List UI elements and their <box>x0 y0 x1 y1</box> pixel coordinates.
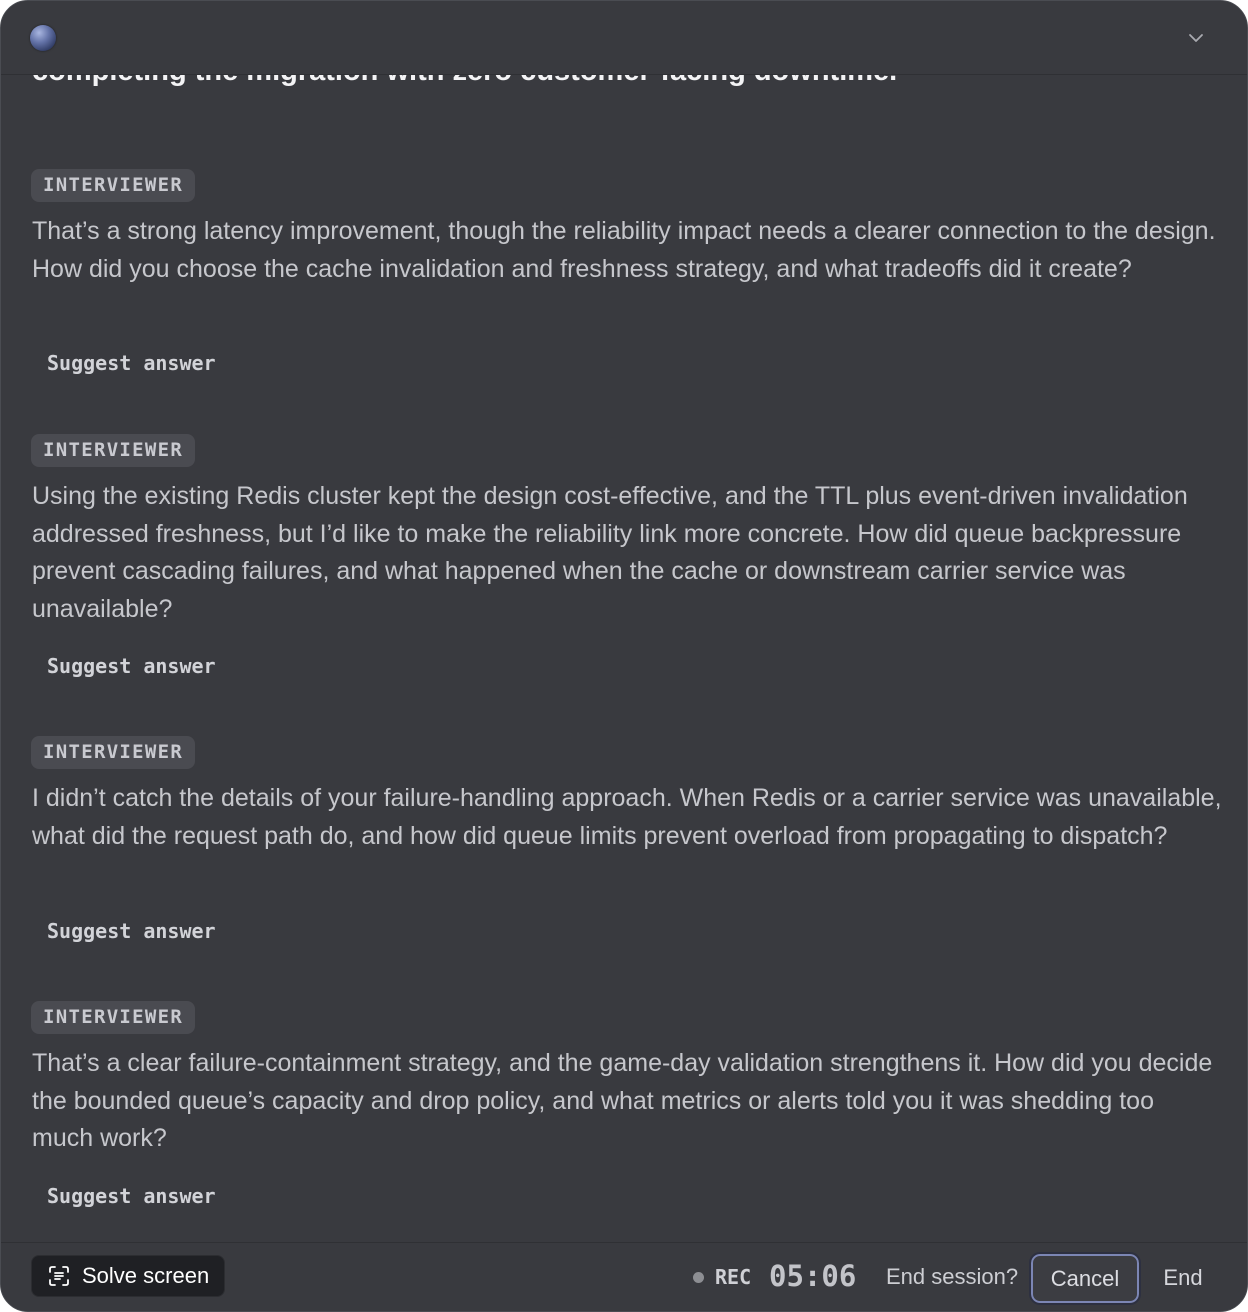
interviewer-message: Using the existing Redis cluster kept the design cost-effective, and the TTL plus event-driven invalidation addressed freshness, but I’d like to make the reliability link more concrete. How did queue backpressure prevent cascading failures, and what happened when the cache or downstream carrier service was unavailable? <box>32 482 1188 623</box>
interviewer-message: I didn’t catch the details of your failure-handling approach. When Redis or a carrier service was unavailable, what did the request path do, and how did queue limits prevent overload from propagating to dispatch? <box>32 784 1222 850</box>
end-session-prompt: End session? <box>886 1264 1019 1289</box>
footer-bar <box>1 1242 1247 1311</box>
session-timer: 05:06 <box>769 1259 857 1293</box>
solve-screen-label: Solve screen <box>82 1263 210 1288</box>
rec-label: REC <box>715 1265 752 1289</box>
speaker-badge: INTERVIEWER <box>31 434 195 467</box>
suggest-answer-button[interactable]: Suggest answer <box>47 351 216 375</box>
speaker-badge: INTERVIEWER <box>31 736 195 769</box>
recording-indicator-icon <box>693 1272 704 1283</box>
speaker-badge: INTERVIEWER <box>31 1001 195 1034</box>
chevron-down-icon[interactable] <box>1185 27 1207 49</box>
app-orb-icon[interactable] <box>30 25 56 51</box>
end-button[interactable]: End <box>1150 1255 1216 1301</box>
solve-screen-button[interactable] <box>31 1255 225 1297</box>
cancel-button[interactable]: Cancel <box>1031 1254 1139 1303</box>
interviewer-message: That’s a clear failure-containment strategy, and the game-day validation strengthens it. How did you decide the bounded queue’s capacity and drop policy, and what metrics or alerts told you it was shedding too much work? <box>32 1049 1213 1152</box>
suggest-answer-button[interactable]: Suggest answer <box>47 1184 216 1208</box>
scan-text-icon <box>48 1265 70 1287</box>
interviewer-message: That’s a strong latency improvement, though the reliability impact needs a clearer connection to the design. How did you choose the cache invalidation and freshness strategy, and what tradeoffs did it create? <box>32 217 1216 283</box>
title-bar[interactable] <box>1 1 1247 75</box>
speaker-badge: INTERVIEWER <box>31 169 195 202</box>
suggest-answer-button[interactable]: Suggest answer <box>47 919 216 943</box>
transcript-panel[interactable] <box>1 1 1247 1243</box>
suggest-answer-button[interactable]: Suggest answer <box>47 654 216 678</box>
